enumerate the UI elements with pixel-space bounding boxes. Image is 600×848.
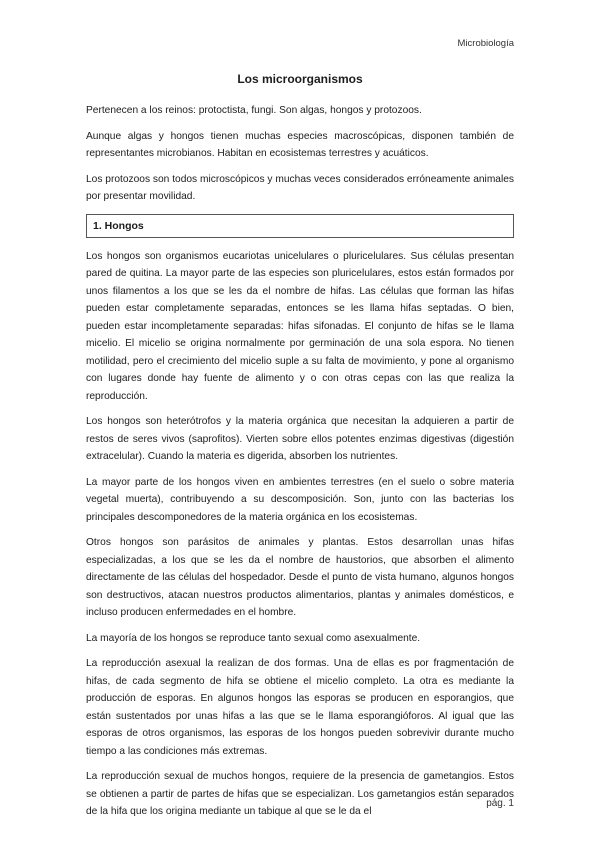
body-paragraph: La reproducción asexual la realizan de dos formas. Una de ellas es por fragmentación de hifas, de cada segmento de hifa se obtiene el micelio completo. La otra es mediante la producción de esporas. En algunos hongos las esporas se producen en esporangios, que están sustentados por unas hifas a las que se le llama esporangióforos. Al igual que las esporas de otros organismos, las esporas de los hongos pueden sobrevivir durante mucho tiempo a las condiciones más extremas. — [86, 658, 514, 757]
body-paragraph: Otros hongos son parásitos de animales y plantas. Estos desarrollan unas hifas especializadas, a los que se les da el nombre de haustorios, que absorben el alimento directamente de las células del hospedador. Desde el punto de vista humano, algunos hongos son destructivos, atacan nuestros productos alimentarios, plantas y animales domésticos, e incluso producen enfermedades en el hombre. — [86, 537, 514, 618]
body-paragraph: La mayor parte de los hongos viven en ambientes terrestres (en el suelo o sobre materia vegetal muerta), contribuyendo a su descomposición. Son, junto con las bacterias los principales descomponedores de la materia orgánica en los ecosistemas. — [86, 476, 514, 523]
document-title: Los microorganismos — [237, 72, 363, 86]
body-paragraph: Los hongos son organismos eucariotas unicelulares o pluricelulares. Sus células presentan pared de quitina. La mayor parte de las especies son pluricelulares, estos están formados por unos filamentos a los que se les da el nombre de hifas. Las células que forman las hifas pueden estar completamente separadas, entonces se les llama hifas septadas. O bien, pueden estar incompletamente separadas: hifas sifonadas. El conjunto de hifas se le llama micelio. El micelio se origina normalmente por germinación de una sola espora. No tienen motilidad, pero el crecimiento del micelio suple a su falta de movimiento, y pone al organismo con lugares donde hay fuente de alimento y o con otras cepas con las que realiza la reproducción. — [86, 250, 514, 402]
intro-paragraph: Pertenecen a los reinos: protoctista, fungi. Son algas, hongos y protozoos. — [86, 105, 422, 116]
section-heading: 1. Hongos — [86, 214, 514, 238]
intro-paragraph: Los protozoos son todos microscópicos y muchas veces considerados erróneamente animales por presentar movilidad. — [86, 173, 514, 202]
page-number: pág. 1 — [486, 798, 514, 809]
body-paragraph: Los hongos son heterótrofos y la materia orgánica que necesitan la adquieren a partir de restos de seres vivos (saprofitos). Vierten sobre ellos potentes enzimas digestivas (digestión extracelular). Cuando la materia es digerida, absorben los nutrientes. — [86, 416, 514, 462]
body-paragraph: La reproducción sexual de muchos hongos, requiere de la presencia de gametangios. Estos se obtienen a partir de partes de hifas que se especializan. Los gametangios están separados de la hifa que los origina mediante un tabique al que se le da el — [86, 771, 514, 817]
document-body — [86, 72, 514, 829]
running-header: Microbiología — [457, 38, 514, 49]
body-paragraph: La mayoría de los hongos se reproduce tanto sexual como asexualmente. — [86, 632, 421, 644]
intro-paragraph: Aunque algas y hongos tienen muchas especies macroscópicas, disponen también de representantes microbianos. Habitan en ecosistemas terrestres y acuáticos. — [86, 130, 514, 159]
